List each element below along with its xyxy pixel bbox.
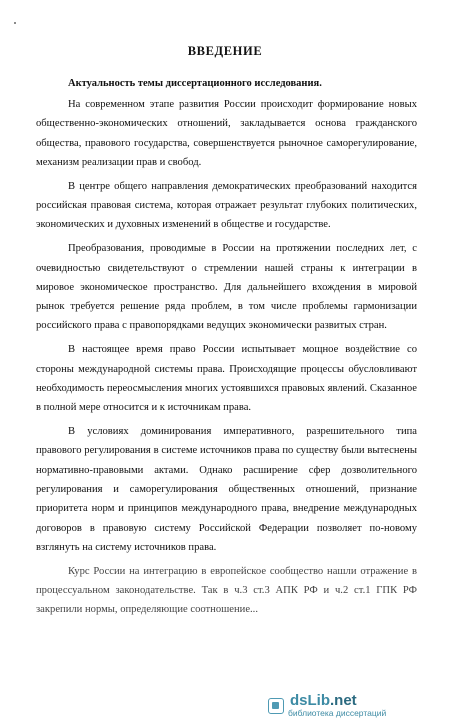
book-icon [268,698,284,714]
body-text [36,95,417,624]
watermark-logo: dsLib.net [290,692,357,709]
watermark-caption: библиотека диссертаций [288,708,387,718]
page-title: ВВЕДЕНИЕ [187,44,263,58]
watermark [268,692,446,719]
paragraph: Курс России на интеграцию в европейское сообщество нашли отражение в процессуальном законодательстве. Так в ч.3 ст.3 АПК РФ и ч.2 ст.1 ГПК РФ закрепили нормы, определяющие соотношение... [36,565,417,616]
paragraph: В условиях доминирования императивного, разрешительного типа правового регулирования в системе источников права по существу были вытеснены нормативно-правовыми актами. Однако расширение сфер дозволительного регулирования и саморегулирования общественных отношений, признание приоритета норм и принципов международного права, внедрение международных договоров в правовую систему Российской Федерации позволяет по-новому взглянуть на систему источников права. [36,426,417,553]
paragraph: В настоящее время право России испытывает мощное воздействие со стороны международной системы права. Происходящие процессы обусловливают необходимость переосмысления многих устоявшихся правовых явлений. Сказанное в полной мере относится и к источникам права. [36,344,417,414]
paragraph: В центре общего направления демократических преобразований находится российская правовая система, которая отражает результат глубоких политических, экономических и духовных изменений в обществе и государстве. [36,180,417,231]
paragraph: Преобразования, проводимые в России на протяжении последних лет, с очевидностью свидетельствуют о стремлении нашей страны к интеграции в мировое экономическое пространство. Для дальнейшего вхождения в мировой рынок требуется решение ряда проблем, в том числе проблемы гармонизации российского права с правопорядками ведущих экономически развитых стран. [36,243,417,332]
section-subtitle: Актуальность темы диссертационного исследования. [68,78,322,89]
scan-speck [14,22,16,24]
paragraph: На современном этапе развития России происходит формирование новых общественно-экономических отношений, закладывается основа гражданского общества, правового государства, совершенствуется рыночное саморегулирование, механизм реализации прав и свобод. [36,99,417,168]
